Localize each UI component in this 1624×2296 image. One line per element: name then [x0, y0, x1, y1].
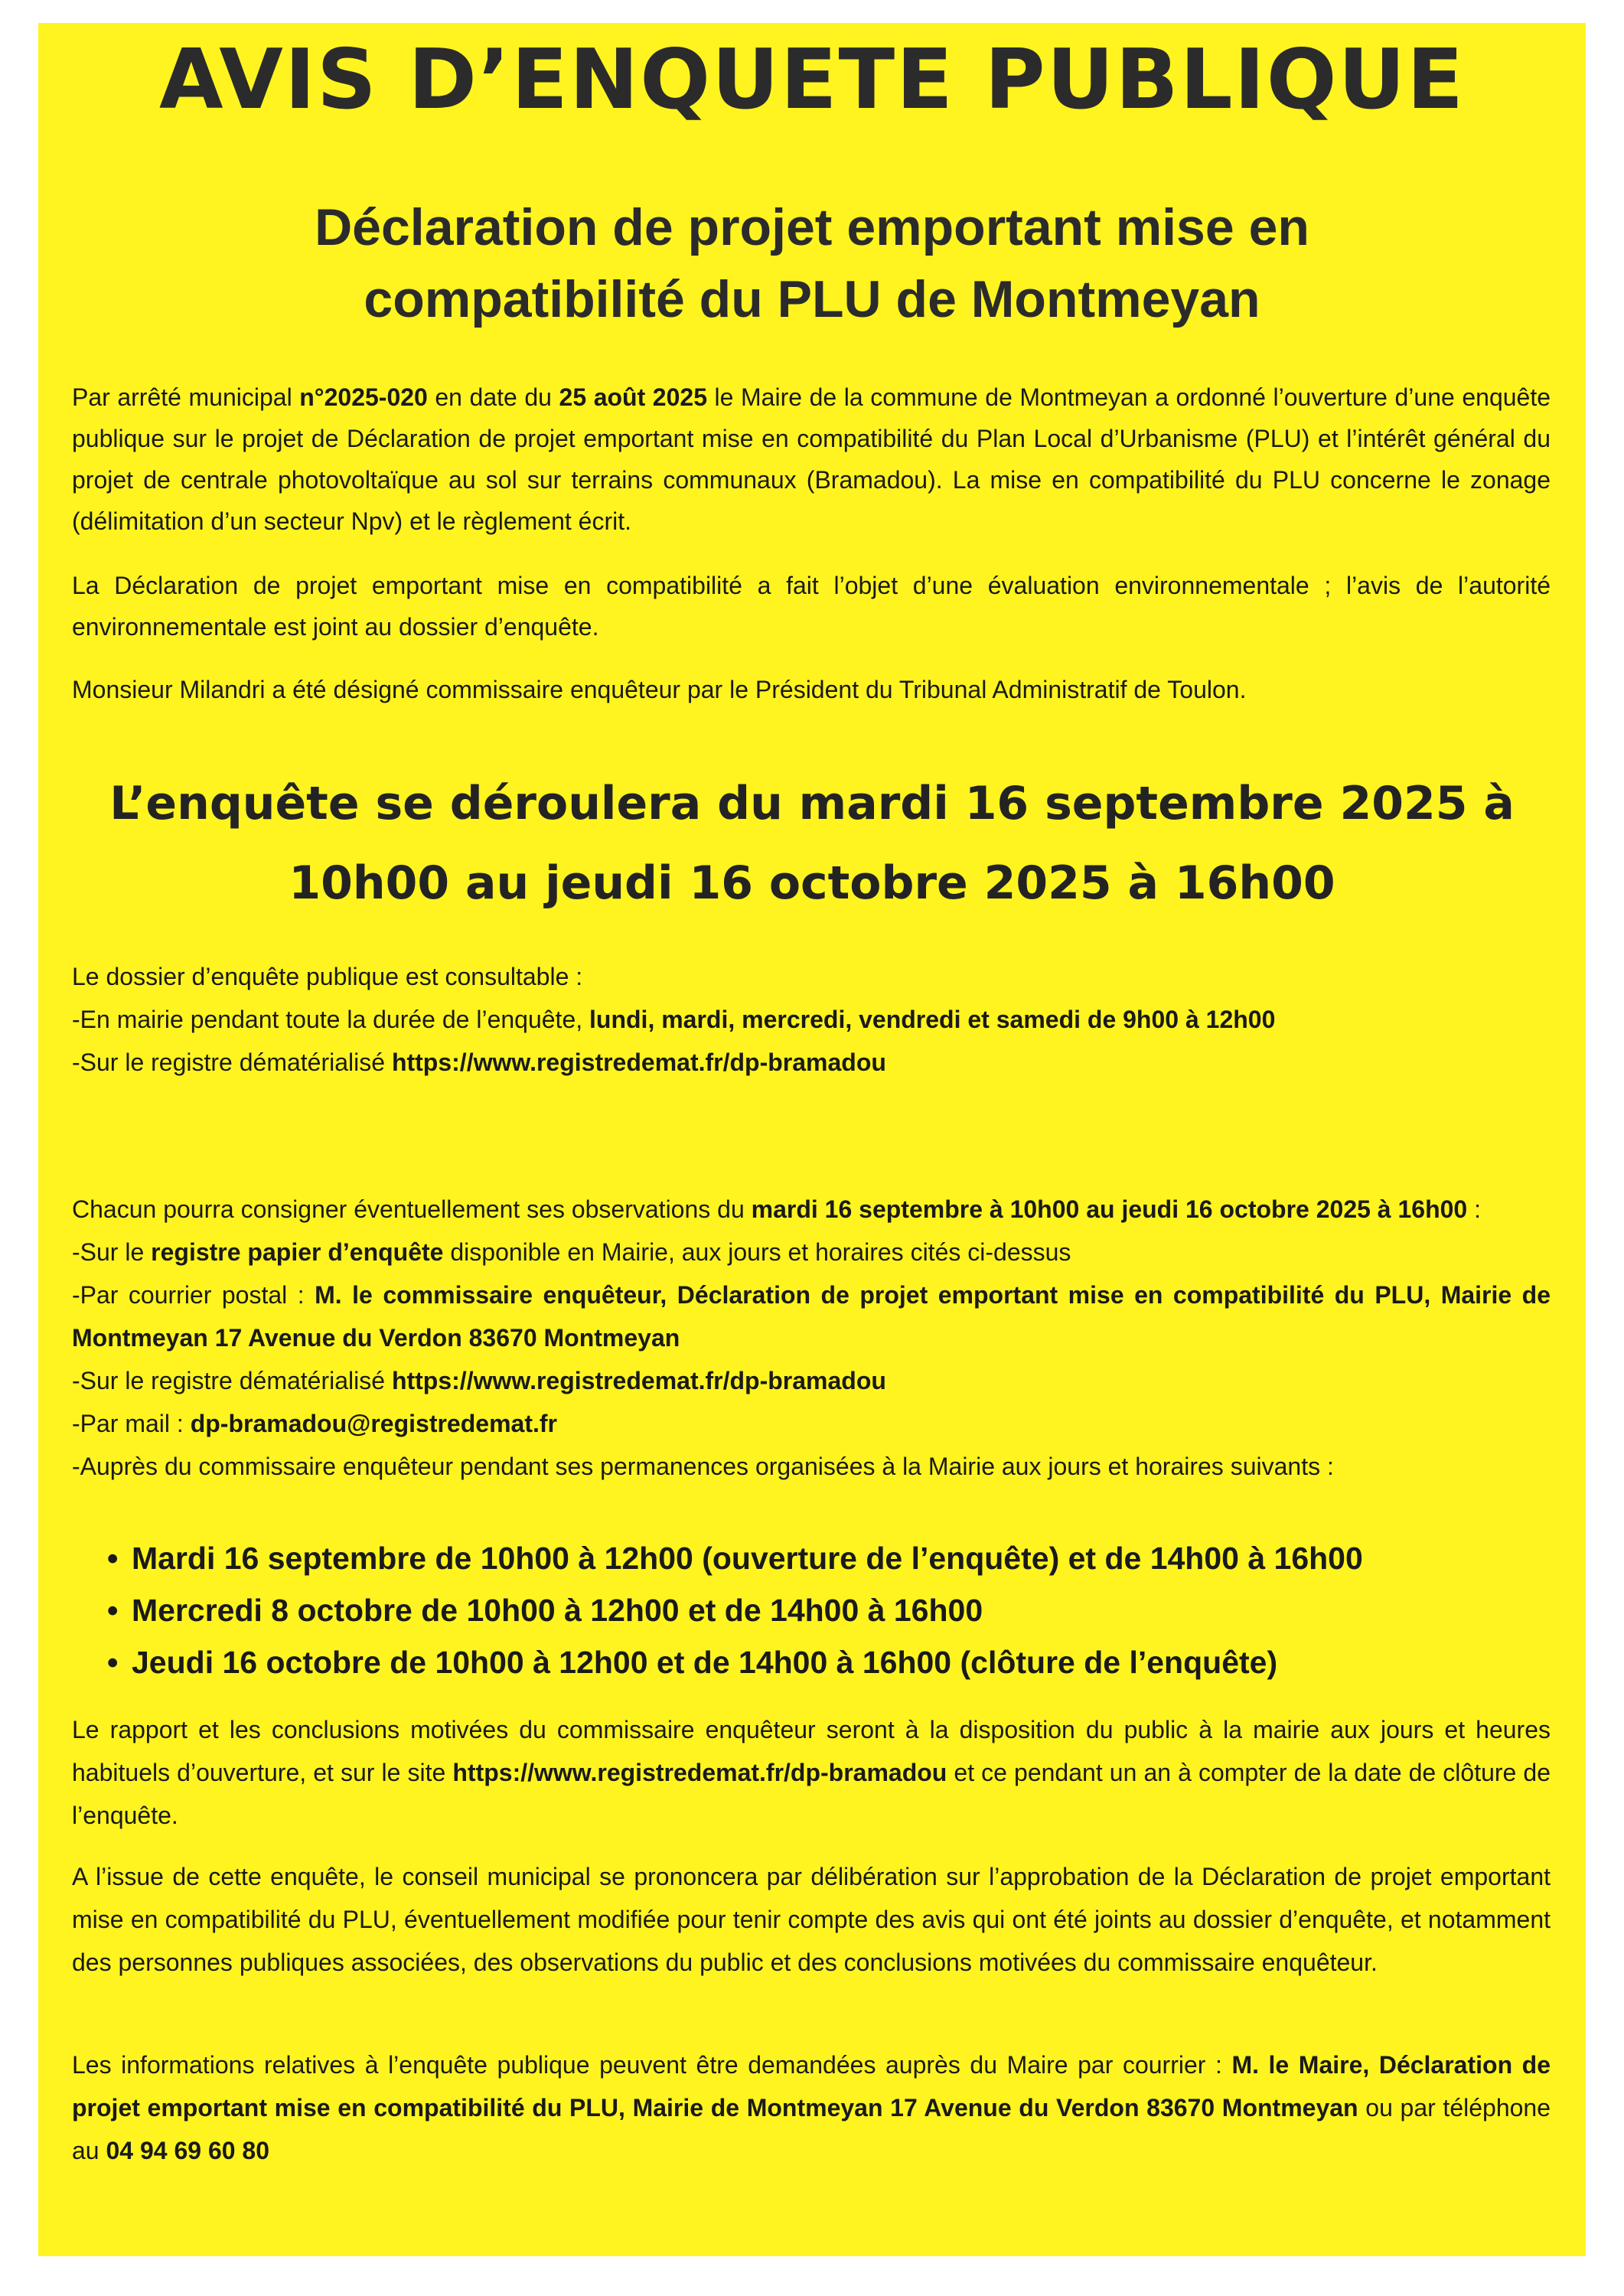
- bullet-icon: •: [107, 1541, 119, 1576]
- consultation-mairie: [72, 998, 1551, 1041]
- consultation-registre: [72, 1041, 1551, 1084]
- maire-address: M. le Maire, Déclaration de projet emportant mise en compatibilité du PLU, Mairie de Montmeyan 17 Avenue du Verdon 83670 Montmeyan: [72, 2051, 1551, 2122]
- intro-text: le Maire de la commune de Montmeyan a ordonné l’ouverture d’une enquête publique sur le projet de Déclaration de projet emportant mise en compatibilité du Plan Local d’Urbanisme (PLU) et l’intérêt général du projet de centrale photovoltaïque au sol sur terrains communaux (Bramadou). La mise en compatibilité du PLU concerne le zonage (délimitation d’un secteur Npv) et le règlement écrit.: [72, 383, 1551, 535]
- rapport-text: Le rapport et les conclusions motivées du commissaire enquêteur seront à la disposition du public à la mairie aux jours et heures habituels d’ouverture, et sur le site: [72, 1716, 1551, 1786]
- observation-courrier: [72, 1274, 1551, 1359]
- consultation-block: [72, 955, 1551, 1084]
- observations-text: -Par mail :: [72, 1410, 191, 1437]
- mairie-hours: lundi, mardi, mercredi, vendredi et samedi de 9h00 à 12h00: [589, 1006, 1276, 1033]
- observations-text: :: [1467, 1195, 1481, 1223]
- info-text: ou par téléphone au: [72, 2094, 1551, 2164]
- dates-line-2: 10h00 au jeudi 16 octobre 2025 à 16h00: [289, 856, 1335, 910]
- intro-paragraph-commissaire: Monsieur Milandri a été désigné commissaire enquêteur par le Président du Tribunal Administratif de Toulon.: [72, 676, 1247, 703]
- observations-text: -Par courrier postal :: [72, 1281, 315, 1309]
- observation-aupres: -Auprès du commissaire enquêteur pendant ses permanences organisées à la Mairie aux jours et horaires suivants :: [72, 1453, 1334, 1480]
- rapport-paragraph: [72, 1708, 1551, 1837]
- observations-text: -Sur le: [72, 1238, 152, 1266]
- observation-registre: [72, 1359, 1551, 1402]
- notice-poster: [38, 23, 1586, 2256]
- info-text: Les informations relatives à l’enquête publique peuvent être demandées auprès du Maire par courrier :: [72, 2051, 1232, 2079]
- observation-papier: [72, 1231, 1551, 1274]
- observations-period: mardi 16 septembre à 10h00 au jeudi 16 octobre 2025 à 16h00: [751, 1195, 1468, 1223]
- intro-paragraph-arrete: [72, 377, 1551, 542]
- permanence-item: [107, 1636, 1561, 1688]
- courrier-address: M. le commissaire enquêteur, Déclaration de projet emportant mise en compatibilité du PLU, Mairie de Montmeyan 17 Avenue du Verdon 83670 Montmeyan: [72, 1281, 1551, 1352]
- mail-address: dp-bramadou@registredemat.fr: [190, 1410, 557, 1437]
- observations-text: Chacun pourra consigner éventuellement ses observations du: [72, 1195, 752, 1223]
- observation-mail: [72, 1402, 1551, 1445]
- permanence-text: Jeudi 16 octobre de 10h00 à 12h00 et de 14h00 à 16h00 (clôture de l’enquête): [132, 1645, 1278, 1680]
- permanence-text: Mercredi 8 octobre de 10h00 à 12h00 et de 14h00 à 16h00: [132, 1593, 983, 1628]
- permanence-text: Mardi 16 septembre de 10h00 à 12h00 (ouverture de l’enquête) et de 14h00 à 16h00: [132, 1541, 1363, 1576]
- intro-paragraph-evaluation: La Déclaration de projet emportant mise en compatibilité a fait l’objet d’une évaluation environnementale ; l’avis de l’autorité environnementale est joint au dossier d’enquête.: [72, 572, 1551, 641]
- registre-link: https://www.registredemat.fr/dp-bramadou: [391, 1367, 886, 1394]
- observations-text: -Sur le registre dématérialisé: [72, 1367, 392, 1394]
- arrete-date: 25 août 2025: [559, 383, 707, 411]
- permanence-item: [107, 1584, 1561, 1636]
- intro-text: Par arrêté municipal: [72, 383, 300, 411]
- consultation-text: -Sur le registre dématérialisé: [72, 1049, 392, 1076]
- registre-link: https://www.registredemat.fr/dp-bramadou: [391, 1049, 886, 1076]
- main-title: AVIS D’ENQUETE PUBLIQUE: [158, 32, 1466, 128]
- intro-text: en date du: [427, 383, 559, 411]
- subtitle-line-2: compatibilité du PLU de Montmeyan: [364, 270, 1260, 328]
- consultation-intro: Le dossier d’enquête publique est consultable :: [72, 963, 583, 990]
- permanences-list: [107, 1532, 1561, 1688]
- observations-block: [72, 1188, 1551, 1488]
- bullet-icon: •: [107, 1645, 119, 1680]
- info-paragraph: [72, 2043, 1551, 2172]
- registre-link: https://www.registredemat.fr/dp-bramadou: [452, 1759, 947, 1786]
- observations-text: disponible en Mairie, aux jours et horaires cités ci-dessus: [443, 1238, 1071, 1266]
- arrete-number: n°2025-020: [299, 383, 428, 411]
- subtitle: [38, 191, 1586, 335]
- subtitle-line-1: Déclaration de projet emportant mise en: [315, 198, 1309, 256]
- rapport-text: et ce pendant un an à compter de la date de clôture de l’enquête.: [72, 1759, 1551, 1829]
- permanence-item: [107, 1532, 1561, 1584]
- consultation-text: -En mairie pendant toute la durée de l’enquête,: [72, 1006, 590, 1033]
- phone-number: 04 94 69 60 80: [106, 2137, 270, 2164]
- bullet-icon: •: [107, 1593, 119, 1628]
- observations-intro: [72, 1188, 1551, 1231]
- conseil-paragraph: A l’issue de cette enquête, le conseil municipal se prononcera par délibération sur l’approbation de la Déclaration de projet emportant mise en compatibilité du PLU, éventuellement modifiée pour tenir compte des avis qui ont été joints au dossier d’enquête, et notamment des personnes publiques associées, des observations du public et des conclusions motivées du commissaire enquêteur.: [72, 1863, 1551, 1976]
- registre-papier: registre papier d’enquête: [151, 1238, 444, 1266]
- dates-line-1: L’enquête se déroulera du mardi 16 septembre 2025 à: [109, 777, 1515, 830]
- enquete-dates-heading: [38, 764, 1586, 923]
